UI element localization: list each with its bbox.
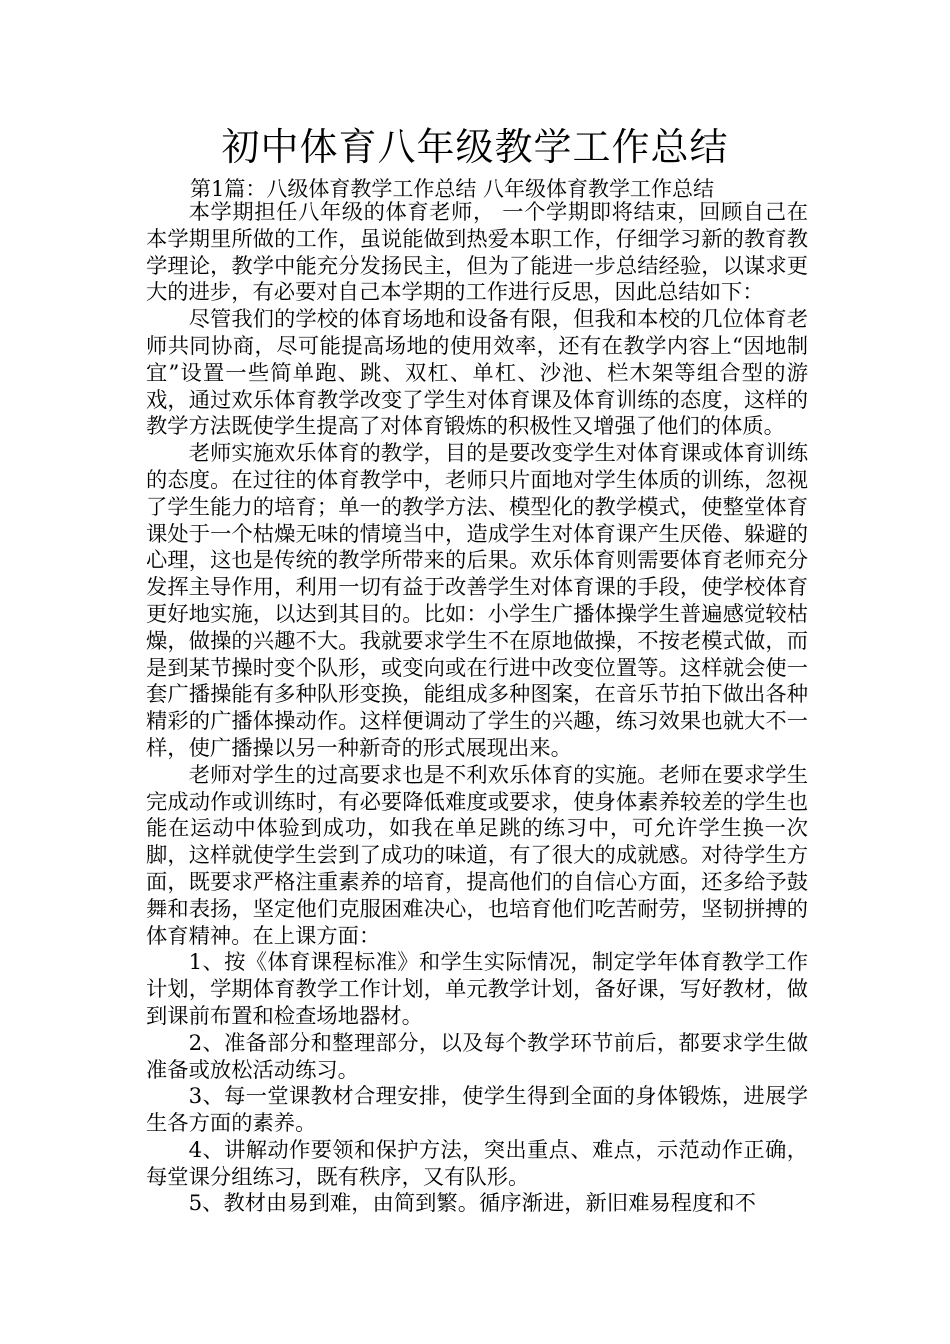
paragraph-requirements: 老师对学生的过高要求也是不利欢乐体育的实施。老师在要求学生完成动作或训练时，有必要降低难度或要求，使身体素养较差的学生也能在运动中体验到成功，如我在单足跳的练习中，可允许学生换一次脚，这样就使学生尝到了成功的味道，有了很大的成就感。对待学生方面，既要求严格注重素养的培育，提高他们的自信心方面，还多给予鼓舞和表扬，坚定他们克服困难决心，也培育他们吃苦耐劳，坚韧拼搏的体育精神。在上课方面： <box>146 762 808 949</box>
paragraph-intro: 本学期担任八年级的体育老师， 一个学期即将结束，回顾自己在本学期里所做的工作，虽说能做到热爱本职工作，仔细学习新的教育教学理论，教学中能充分发扬民主，但为了能进一步总结经验，以谋求更大的进步，有必要对自己本学期的工作进行反思，因此总结如下： <box>146 200 808 306</box>
list-item-1: 1、按《体育课程标准》和学生实际情况，制定学年体育教学工作计划，学期体育教学工作计划，单元教学计划，备好课，写好教材，做到课前布置和检查场地器材。 <box>146 950 808 1029</box>
document-title: 初中体育八年级教学工作总结 <box>221 125 729 169</box>
document-body <box>146 200 808 1218</box>
list-item-2: 2、准备部分和整理部分，以及每个教学环节前后，都要求学生做准备或放松活动练习。 <box>146 1030 808 1083</box>
list-item-5: 5、教材由易到难，由简到繁。循序渐进，新旧难易程度和不 <box>188 1191 756 1217</box>
document-subtitle: 第1篇：八级体育教学工作总结 八年级体育教学工作总结 <box>190 177 715 201</box>
paragraph-facilities: 尽管我们的学校的体育场地和设备有限，但我和本校的几位体育老师共同协商，尽可能提高场地的使用效率，还有在教学内容上“因地制宜”设置一些简单跑、跳、双杠、单杠、沙池、栏木架等组合型的游戏，通过欢乐体育教学改变了学生对体育课及体育训练的态度，这样的教学方法既使学生提高了对体育锻炼的积极性又增强了他们的体质。 <box>146 307 808 440</box>
paragraph-happy-pe: 老师实施欢乐体育的教学，目的是要改变学生对体育课或体育训练的态度。在过往的体育教学中，老师只片面地对学生体质的训练，忽视了学生能力的培育；单一的教学方法、模型化的教学模式，使整堂体育课处于一个枯燥无味的情境当中，造成学生对体育课产生厌倦、躲避的心理，这也是传统的教学所带来的后果。欢乐体育则需要体育老师充分发挥主导作用，利用一切有益于改善学生对体育课的手段，使学校体育更好地实施，以达到其目的。比如：小学生广播体操学生普遍感觉较枯燥，做操的兴趣不大。我就要求学生不在原地做操，不按老模式做，而是到某节操时变个队形，或变向或在行进中改变位置等。这样就会使一套广播操能有多种队形变换，能组成多种图案，在音乐节拍下做出各种精彩的广播体操动作。这样便调动了学生的兴趣，练习效果也就大不一样，使广播操以另一种新奇的形式展现出来。 <box>146 441 808 761</box>
list-item-4: 4、讲解动作要领和保护方法，突出重点、难点，示范动作正确，每堂课分组练习，既有秩序，又有队形。 <box>146 1137 808 1190</box>
list-item-3: 3、每一堂课教材合理安排，使学生得到全面的身体锻炼，进展学生各方面的素养。 <box>146 1084 808 1137</box>
